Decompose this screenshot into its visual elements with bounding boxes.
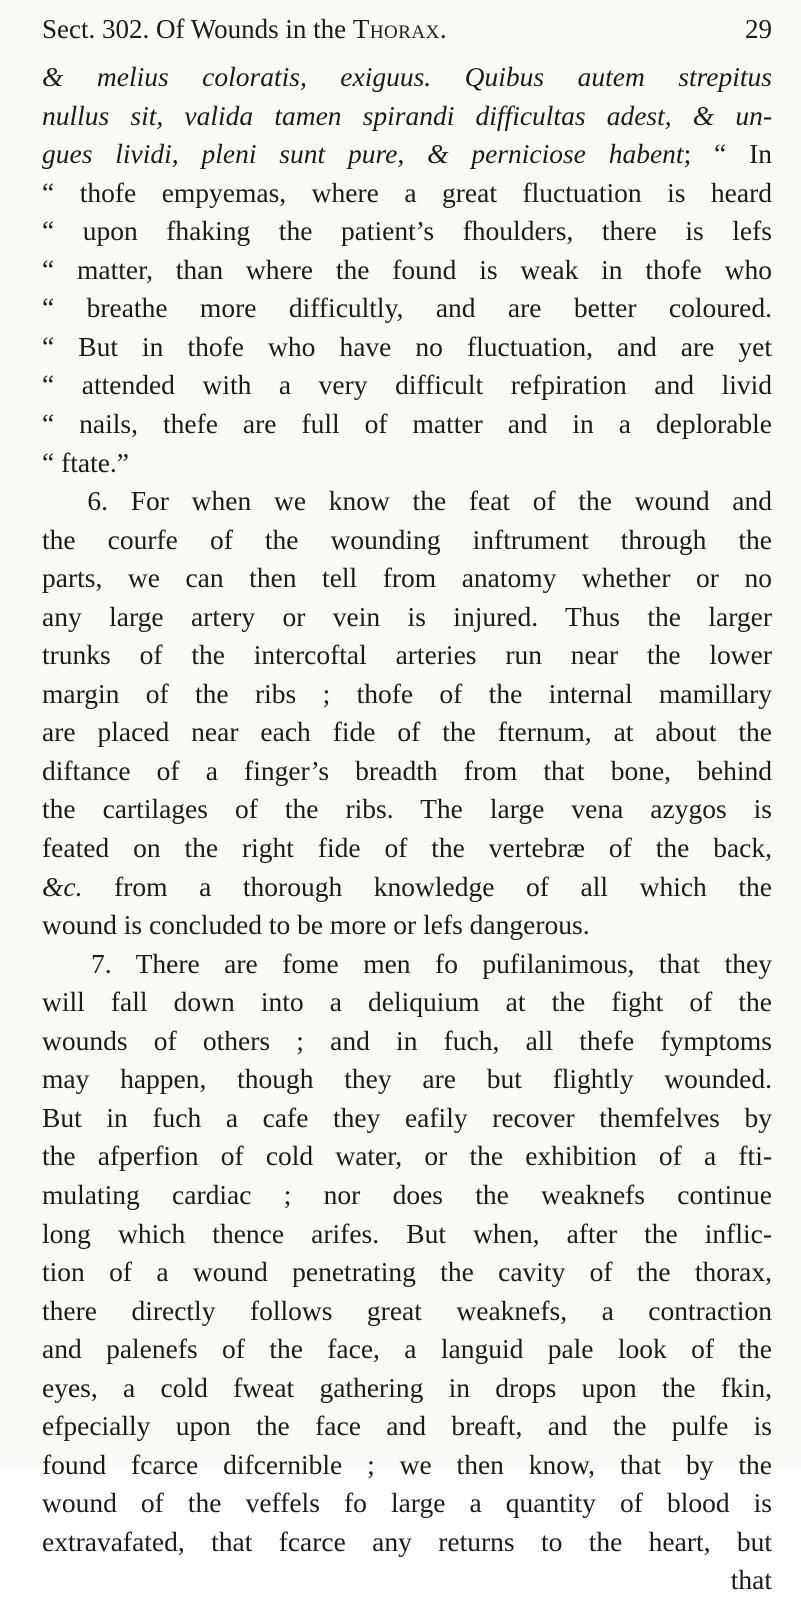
text-run: 6. For when we know the feat of the wound and bbox=[42, 485, 772, 517]
text-line bbox=[42, 1369, 772, 1407]
text-line bbox=[42, 868, 772, 906]
text-run: wound is concluded to be more or lefs dangerous. bbox=[42, 909, 590, 941]
text-run: tion of a wound penetrating the cavity of the thorax, bbox=[42, 1256, 772, 1288]
text-line bbox=[42, 1523, 772, 1561]
text-run: from a thorough knowledge of all which the bbox=[82, 870, 772, 902]
text-line bbox=[42, 444, 772, 482]
text-line bbox=[42, 675, 772, 713]
text-run: feated on the right fide of the vertebræ of the back, bbox=[42, 832, 772, 863]
header-title-caps: Thorax. bbox=[352, 14, 448, 44]
text-line bbox=[42, 251, 772, 289]
text-run: “ nails, thefe are full of matter and in a deplorable bbox=[42, 407, 772, 439]
text-run: “ thofe empyemas, where a great fluctuation is heard bbox=[42, 176, 772, 208]
text-run: the afperfion of cold water, or the exhibition of a fti- bbox=[42, 1140, 772, 1172]
text-line bbox=[42, 713, 772, 751]
text-run: will fall down into a deliquium at the fight of the bbox=[42, 986, 772, 1018]
text-line bbox=[42, 559, 772, 597]
text-line bbox=[42, 598, 772, 636]
text-line bbox=[42, 1253, 772, 1291]
text-run: diftance of a finger’s breadth from that bone, behind bbox=[42, 754, 772, 786]
text-run: “ But in thofe who have no fluctuation, and are yet bbox=[42, 330, 772, 362]
text-line bbox=[42, 636, 772, 674]
text-run: 7. There are fome men fo pufilanimous, that they bbox=[42, 947, 772, 979]
text-run: nullus sit, valida tamen spirandi difficultas adest, & un- bbox=[42, 99, 772, 131]
text-line bbox=[42, 521, 772, 559]
text-line bbox=[42, 752, 772, 790]
text-run: mulating cardiac ; nor does the weaknefs continue bbox=[42, 1178, 772, 1210]
text-run: are placed near each fide of the fternum, at about the bbox=[42, 716, 772, 748]
text-run: &c. bbox=[42, 870, 83, 902]
text-run: that bbox=[730, 1564, 772, 1596]
text-run: parts, we can then tell from anatomy whether or no bbox=[42, 562, 772, 594]
text-run: & melius coloratis, exiguus. Quibus autem strepitus bbox=[42, 61, 772, 92]
text-run: But in fuch a cafe they eafily recover themfelves by bbox=[42, 1101, 772, 1133]
text-line bbox=[42, 212, 772, 250]
text-line bbox=[42, 790, 772, 828]
running-header bbox=[42, 14, 772, 60]
text-run: the courfe of the wounding inftrument through the bbox=[42, 523, 772, 555]
text-run: found fcarce difcernible ; we then know, that by the bbox=[42, 1448, 772, 1480]
text-line bbox=[42, 366, 772, 404]
text-line bbox=[42, 135, 772, 173]
text-line bbox=[42, 945, 772, 983]
text-run: “ matter, than where the found is weak in thofe who bbox=[42, 253, 772, 285]
text-line bbox=[42, 405, 772, 443]
text-run: efpecially upon the face and breaft, and the pulfe is bbox=[42, 1410, 772, 1442]
header-title-prefix: Of Wounds in the bbox=[156, 14, 353, 44]
text-line bbox=[42, 328, 772, 366]
text-run: any large artery or vein is injured. Thus the larger bbox=[42, 600, 772, 632]
text-line bbox=[42, 1446, 772, 1484]
text-run: extravafated, that fcarce any returns to the heart, but bbox=[42, 1525, 772, 1557]
text-line bbox=[42, 482, 772, 520]
text-line bbox=[42, 1330, 772, 1368]
text-run: “ ftate.” bbox=[42, 446, 130, 478]
text-line bbox=[42, 1484, 772, 1522]
text-run: wounds of others ; and in fuch, all thefe fymptoms bbox=[42, 1024, 772, 1056]
text-run: wound of the veffels fo large a quantity of blood is bbox=[42, 1487, 772, 1519]
text-run: margin of the ribs ; thofe of the internal mamillary bbox=[42, 677, 772, 709]
text-run: “ upon fhaking the patient’s fhoulders, there is lefs bbox=[42, 215, 772, 247]
text-line bbox=[42, 906, 772, 944]
text-line bbox=[42, 1022, 772, 1060]
text-run: “ breathe more difficultly, and are better coloured. bbox=[42, 292, 772, 324]
page-number: 29 bbox=[745, 14, 772, 44]
text-line bbox=[42, 983, 772, 1021]
section-number: Sect. 302. bbox=[42, 14, 150, 44]
text-line bbox=[42, 1137, 772, 1175]
text-run: “ attended with a very difficult refpiration and livid bbox=[42, 369, 772, 401]
text-line bbox=[42, 829, 772, 867]
text-line bbox=[42, 174, 772, 212]
header-title bbox=[42, 14, 447, 45]
text-run: the cartilages of the ribs. The large vena azygos is bbox=[42, 793, 772, 825]
text-line bbox=[42, 58, 772, 96]
text-line bbox=[42, 1561, 772, 1599]
text-run: may happen, though they are but flightly wounded. bbox=[42, 1063, 772, 1095]
text-line bbox=[42, 1176, 772, 1214]
text-run: eyes, a cold fweat gathering in drops upon the fkin, bbox=[42, 1371, 772, 1403]
text-run: ; “ In bbox=[683, 138, 772, 170]
text-line bbox=[42, 97, 772, 135]
text-line bbox=[42, 1215, 772, 1253]
text-run: gues lividi, pleni sunt pure, & perniciose habent bbox=[42, 138, 684, 170]
text-line bbox=[42, 1060, 772, 1098]
text-run: long which thence arifes. But when, after the inflic- bbox=[42, 1217, 772, 1249]
text-line bbox=[42, 1407, 772, 1445]
text-line bbox=[42, 1099, 772, 1137]
text-run: trunks of the intercoftal arteries run near the lower bbox=[42, 639, 772, 671]
text-run: and palenefs of the face, a languid pale look of the bbox=[42, 1333, 772, 1365]
text-line bbox=[42, 289, 772, 327]
text-run: there directly follows great weaknefs, a contraction bbox=[42, 1294, 772, 1326]
text-line bbox=[42, 1292, 772, 1330]
